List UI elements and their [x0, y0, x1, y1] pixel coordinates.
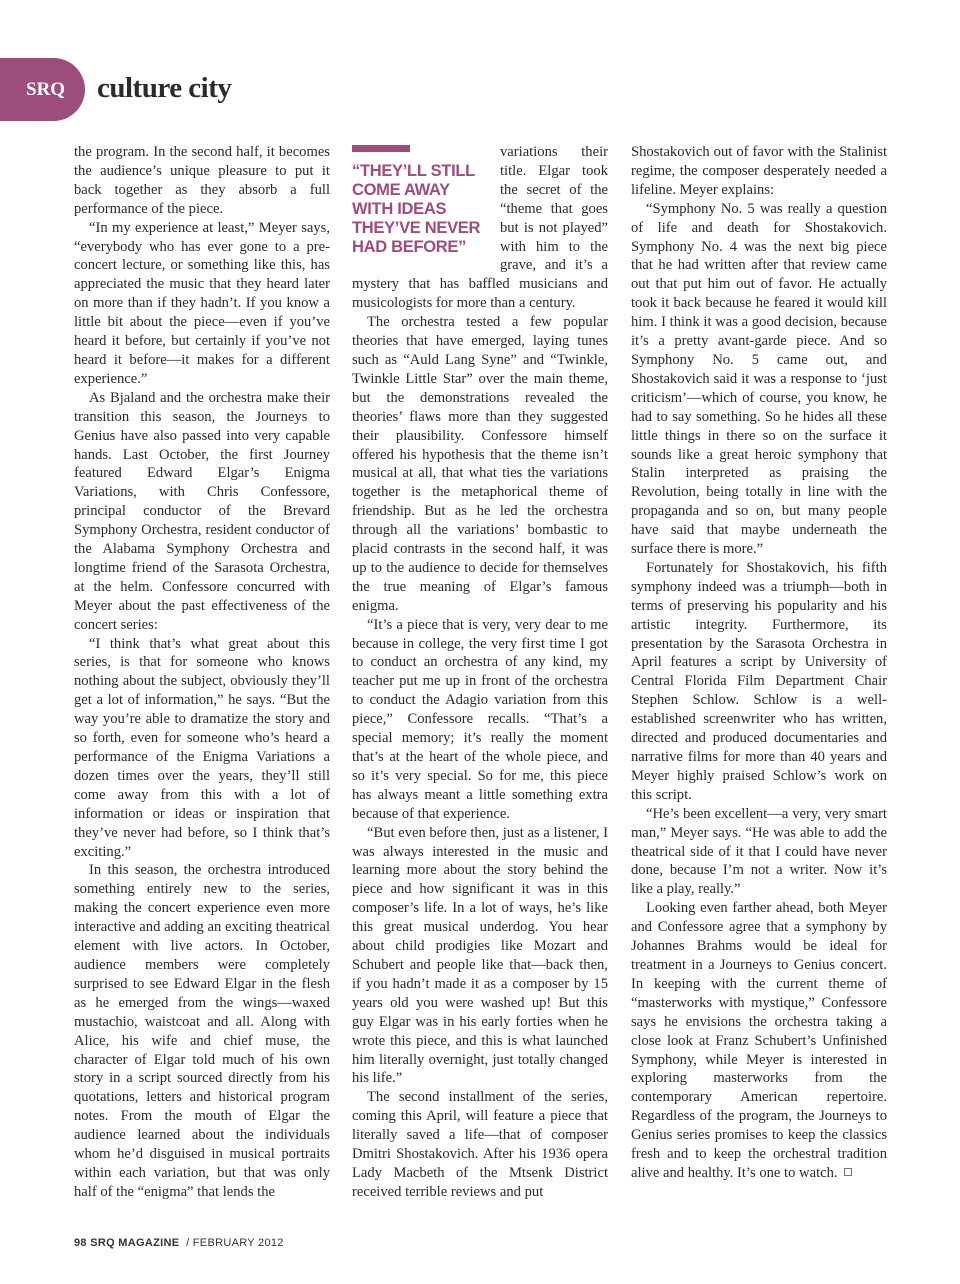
pull-quote-bar	[352, 145, 410, 152]
page-footer	[74, 1237, 284, 1249]
paragraph: As Bjaland and the orchestra make their transition this season, the Journeys to Genius have also passed into very capable hands. Last October, the first Journey featured Edward Elgar’s Enigma Variations, with Chris Confessore, principal conductor of the Brevard Symphony Orchestra, resident conductor of the Alabama Symphony Orchestra and longtime friend of the Sarasota Orchestra, at the helm. Confessore concurred with Meyer about the past effectiveness of the concert series:	[74, 389, 330, 633]
magazine-name: SRQ MAGAZINE	[90, 1237, 180, 1249]
section-title: culture city	[97, 72, 232, 104]
pull-quote: “THEY’LL STILL COME AWAY WITH IDEAS THEY’VE NEVER HAD BEFORE”	[352, 162, 481, 256]
paragraph: the program. In the second half, it becomes the audience’s unique pleasure to put it back together as they absorb a full performance of the piece.	[74, 144, 330, 217]
paragraph-text: Looking even farther ahead, both Meyer and Confessore agree that a symphony by Johannes Brahms would be ideal for treatment in a Journeys to Genius concert. In keeping with the current theme of “masterworks with mystique,” Confessore says he envisions the orchestra taking a close look at Franz Schubert’s Unfinished Symphony, while Meyer is interested in exploring masterworks from the contemporary American repertoire. Regardless of the program, the Journeys to Genius series promises to keep the classics fresh and to keep the orchestral tradition alive and healthy. It’s one to watch.	[631, 900, 887, 1181]
paragraph: “Symphony No. 5 was really a question of life and death for Shostakovich. Symphony No. 4 was the next big piece that he had written after that review came out that put him out of favor. He actually took it back because he feared it would kill him. I think it was a good decision, because it’s a pretty avant-garde piece. And so Symphony No. 5 came out, and Shostakovich said it was a response to ‘just criticism’—which of course, you know, he had to say something. So he hides all these little things in there so on the surface it sounds like a great heroic symphony that Stalin interpreted as praising the Revolution, being totally in line with the propaganda and so on, but many people have said that maybe underneath the surface there is more.”	[631, 200, 887, 558]
paragraph: variations their title. Elgar took the secret of the “theme that goes but is not played” with him to the grave, and it’s a mystery that has baffled musicians and musicologists for more than a century.	[352, 144, 608, 312]
paragraph: “In my experience at least,” Meyer says, “everybody who has ever gone to a pre-concert lecture, or something like this, has appreciated the music that they heard later on more than if they hadn’t. If you know a little bit about the piece—even if you’ve heard it before, but certainly if you’ve not heard it before—it makes for a different experience.”	[74, 219, 330, 387]
tab-label: SRQ	[26, 79, 66, 100]
paragraph: Fortunately for Shostakovich, his fifth symphony indeed was a triumph—both in terms of preserving his popularity and his artistic integrity. Furthermore, its presentation by the Sarasota Orchestra in April features a script by University of Central Florida Film Department Chair Stephen Schlow. Schlow is a well-established screenwriter who has written, directed and produced documentaries and narrative films for more than 40 years and Meyer highly praised Schlow’s work on this script.	[631, 559, 887, 803]
paragraph: The orchestra tested a few popular theories that have emerged, laying tunes such as “Auld Lang Syne” and “Twinkle, Twinkle Little Star” over the main theme, but the demonstrations revealed the theories’ flaws more than they suggested their plausibility. Confessore himself offered his hypothesis that the theme isn’t musical at all, that what ties the variations together is the metaphorical theme of friendship. But as he led the orchestra through all the variations’ bombastic to placid contrasts in the second half, it was up to the audience to decide for themselves the true meaning of Elgar’s famous enigma.	[352, 314, 608, 614]
paragraph: Shostakovich out of favor with the Stalinist regime, the composer desperately needed a lifeline. Meyer explains:	[631, 144, 887, 198]
paragraph	[631, 899, 887, 1183]
section-tab	[0, 58, 85, 121]
pull-quote-block	[352, 143, 492, 267]
article-column-3	[631, 143, 887, 1203]
paragraph: In this season, the orchestra introduced something entirely new to the series, making the concert experience even more interactive and adding an exciting theatrical element with live actors. In October, audience members were completely surprised to see Edward Elgar in the flesh as he emerged from the wings—waxed mustachio, waistcoat and all. Along with Alice, his wife and chief muse, the character of Elgar told much of his own story in a script sourced directly from his quotations, letters and historical program notes. From the mouth of Elgar the audience learned about the individuals whom he’d disguised in musical portraits within each variation, but that was only half of the “enigma” that lends the	[74, 862, 330, 1200]
article-column-2	[352, 143, 608, 1203]
end-mark-icon	[844, 1168, 852, 1176]
paragraph: “It’s a piece that is very, very dear to me because in college, the very first time I got to conduct an orchestra of any kind, my teacher put me up in front of the orchestra to conduct the Adagio variation from this piece,” Confessore recalls. “That’s a special memory; it’s really the moment that’s at the heart of the whole piece, and so it’s very special. So for me, this piece has always meant a little something extra because of that experience.	[352, 616, 608, 822]
paragraph: “He’s been excellent—a very, very smart man,” Meyer says. “He was able to add the theatrical side of it that I could have never done, because I’m not a writer. Now it’s like a play, really.”	[631, 805, 887, 898]
paragraph: The second installment of the series, coming this April, will feature a piece that literally saved a life—that of composer Dmitri Shostakovich. After his 1936 opera Lady Macbeth of the Mtsenk District received terrible reviews and put	[352, 1089, 608, 1200]
paragraph: “I think that’s what great about this series, is that for someone who knows nothing about the subject, obviously they’ll get a lot of information,” he says. “But the way you’re able to dramatize the story and so forth, even for someone who’s heard a performance of the Enigma Variations a dozen times over the years, they’ll still come away from this with a lot of information or ideas or inspiration that they’ve never had before, so I think that’s exciting.”	[74, 635, 330, 860]
issue-date: / FEBRUARY 2012	[186, 1237, 284, 1249]
article-column-1	[74, 143, 330, 1203]
page-number: 98	[74, 1237, 87, 1249]
paragraph: “But even before then, just as a listener, I was always interested in the music and learning more about the story behind the piece and how significant it was in this composer’s life. In a lot of ways, he’s like this great musical underdog. You hear about child prodigies like Mozart and Schubert and people like that—back then, if you hadn’t made it as a composer by 15 years old you were washed up! But this guy Elgar was in his early forties when he wrote this piece, and this is what launched him literally overnight, just totally changed his life.”	[352, 824, 608, 1087]
